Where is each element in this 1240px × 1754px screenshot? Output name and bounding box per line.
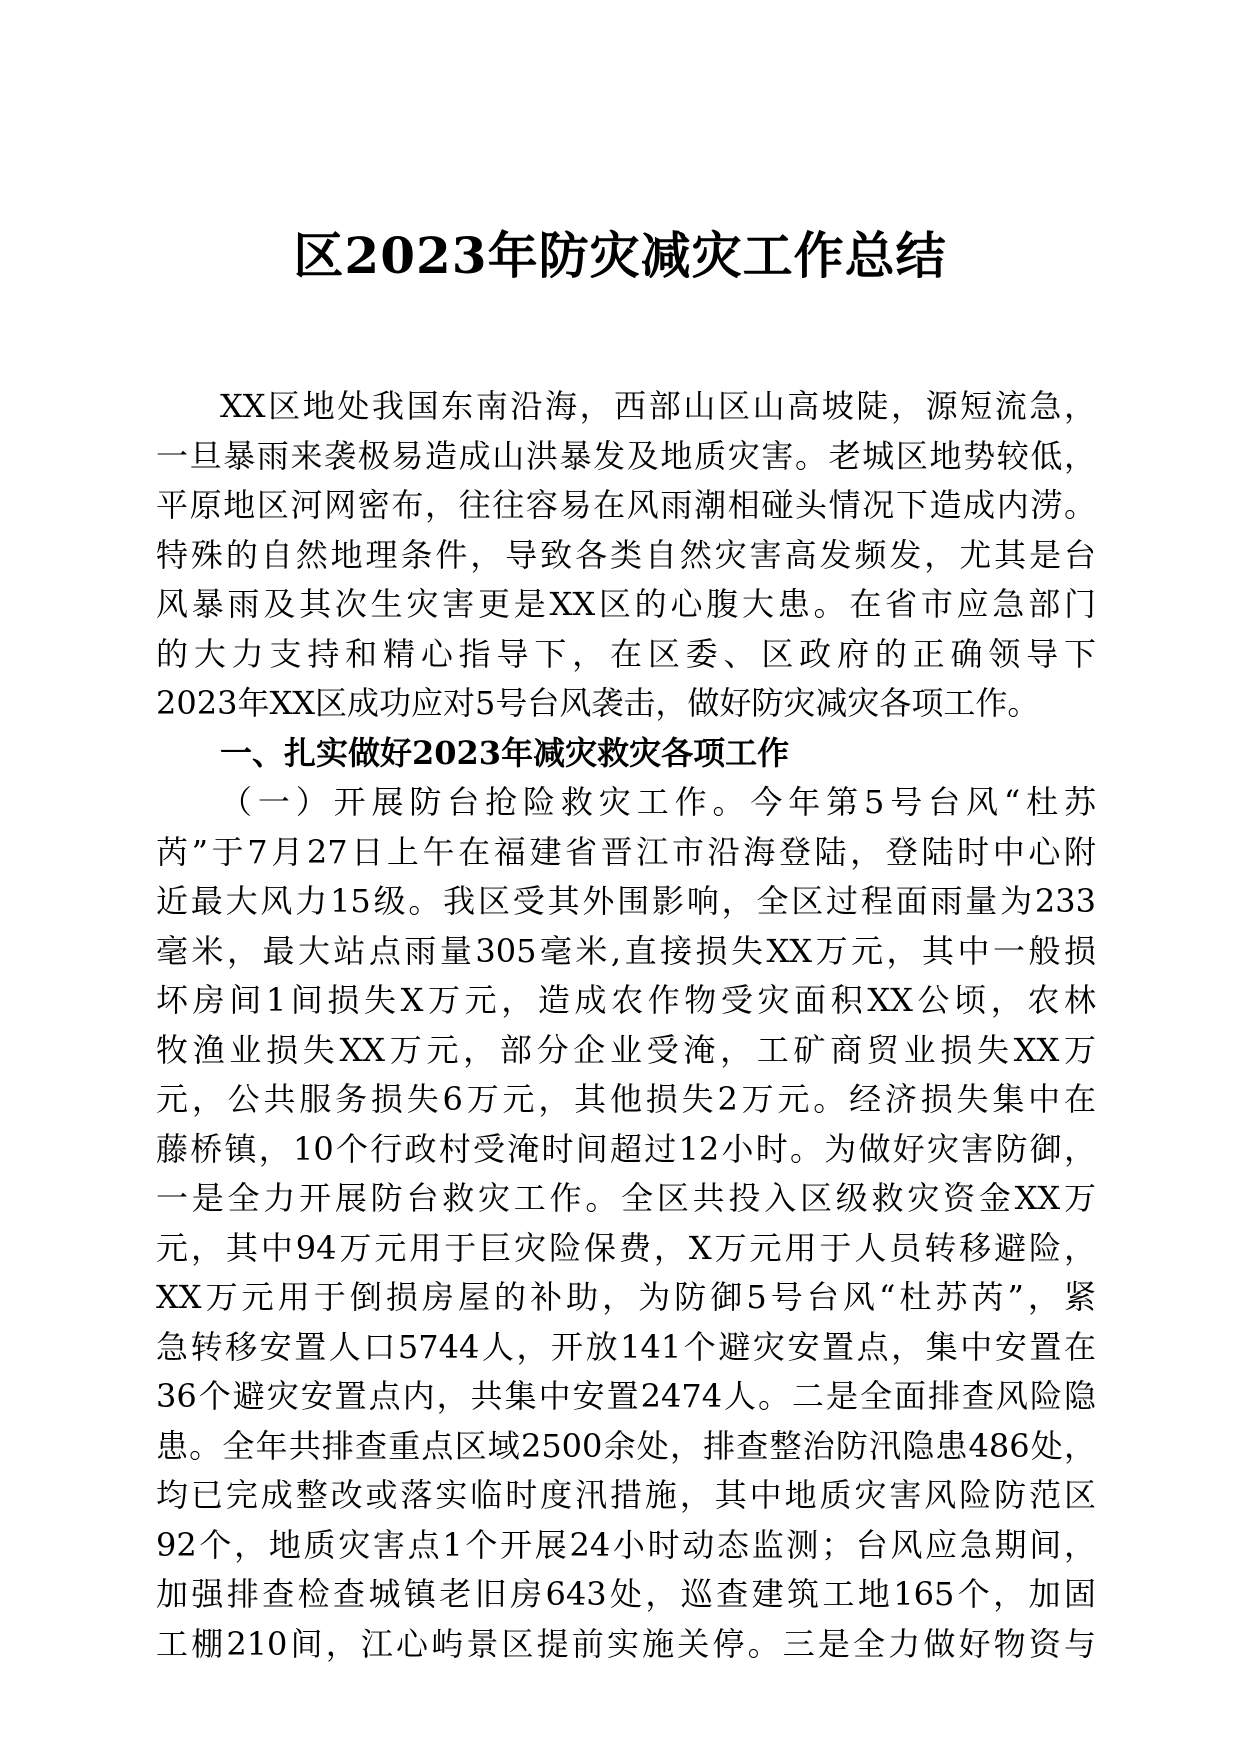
text-line: 元，公共服务损失6万元，其他损失2万元。经济损失集中在 [156, 1080, 1096, 1118]
document-title: 区2023年防灾减灾工作总结 [293, 226, 947, 285]
text-line: XX万元用于倒损房屋的补助，为防御5号台风“杜苏芮”，紧 [156, 1278, 1096, 1316]
text-line: 近最大风力15级。我区受其外围影响，全区过程面雨量为233 [156, 882, 1096, 920]
text-line: 元，其中94万元用于巨灾险保费，X万元用于人员转移避险， [156, 1228, 1096, 1267]
text-line: 芮”于7月27日上午在福建省晋江市沿海登陆，登陆时中心附 [156, 832, 1096, 871]
text-line: 藤桥镇，10个行政村受淹时间超过12小时。为做好灾害防御， [156, 1129, 1096, 1168]
text-line: 的大力支持和精心指导下，在区委、区政府的正确领导下 [156, 634, 1096, 673]
text-line: 患。全年共排查重点区域2500余处，排查整治防汛隐患486处， [156, 1426, 1096, 1465]
text-line: 2023年XX区成功应对5号台风袭击，做好防灾减灾各项工作。 [156, 684, 1040, 722]
text-line: （一）开展防台抢险救灾工作。今年第5号台风“杜苏 [220, 783, 1096, 821]
text-line: 风暴雨及其次生灾害更是XX区的心腹大患。在省市应急部门 [156, 585, 1096, 623]
text-line: 加强排查检查城镇老旧房643处，巡查建筑工地165个，加固 [156, 1575, 1096, 1613]
text-line: 92个，地质灾害点1个开展24小时动态监测；台风应急期间， [156, 1525, 1096, 1564]
text-line: XX区地处我国东南沿海，西部山区山高坡陡，源短流急， [220, 387, 1096, 425]
paragraph-intro [156, 382, 1096, 1669]
text-line: 均已完成整改或落实临时度汛措施，其中地质灾害风险防范区 [156, 1476, 1096, 1514]
text-line: 一旦暴雨来袭极易造成山洪暴发及地质灾害。老城区地势较低， [156, 436, 1096, 475]
text-line: 平原地区河网密布，往往容易在风雨潮相碰头情况下造成内涝。 [156, 486, 1096, 524]
text-line: 工棚210间，江心屿景区提前实施关停。三是全力做好物资与 [156, 1624, 1096, 1663]
text-line: 一是全力开展防台救灾工作。全区共投入区级救灾资金XX万 [156, 1179, 1096, 1217]
text-line: 坏房间1间损失X万元，造成农作物受灾面积XX公顷，农林 [156, 981, 1096, 1019]
text-line: 牧渔业损失XX万元，部分企业受淹，工矿商贸业损失XX万 [156, 1030, 1096, 1069]
text-line: 毫米，最大站点雨量305毫米,直接损失XX万元，其中一般损 [156, 931, 1096, 970]
section-heading: 一、扎实做好2023年减灾救灾各项工作 [220, 733, 790, 772]
text-line: 36个避灾安置点内，共集中安置2474人。二是全面排查风险隐 [156, 1377, 1096, 1415]
text-line: 急转移安置人口5744人，开放141个避灾安置点，集中安置在 [156, 1327, 1096, 1366]
text-line: 特殊的自然地理条件，导致各类自然灾害高发频发，尤其是台 [156, 535, 1096, 574]
